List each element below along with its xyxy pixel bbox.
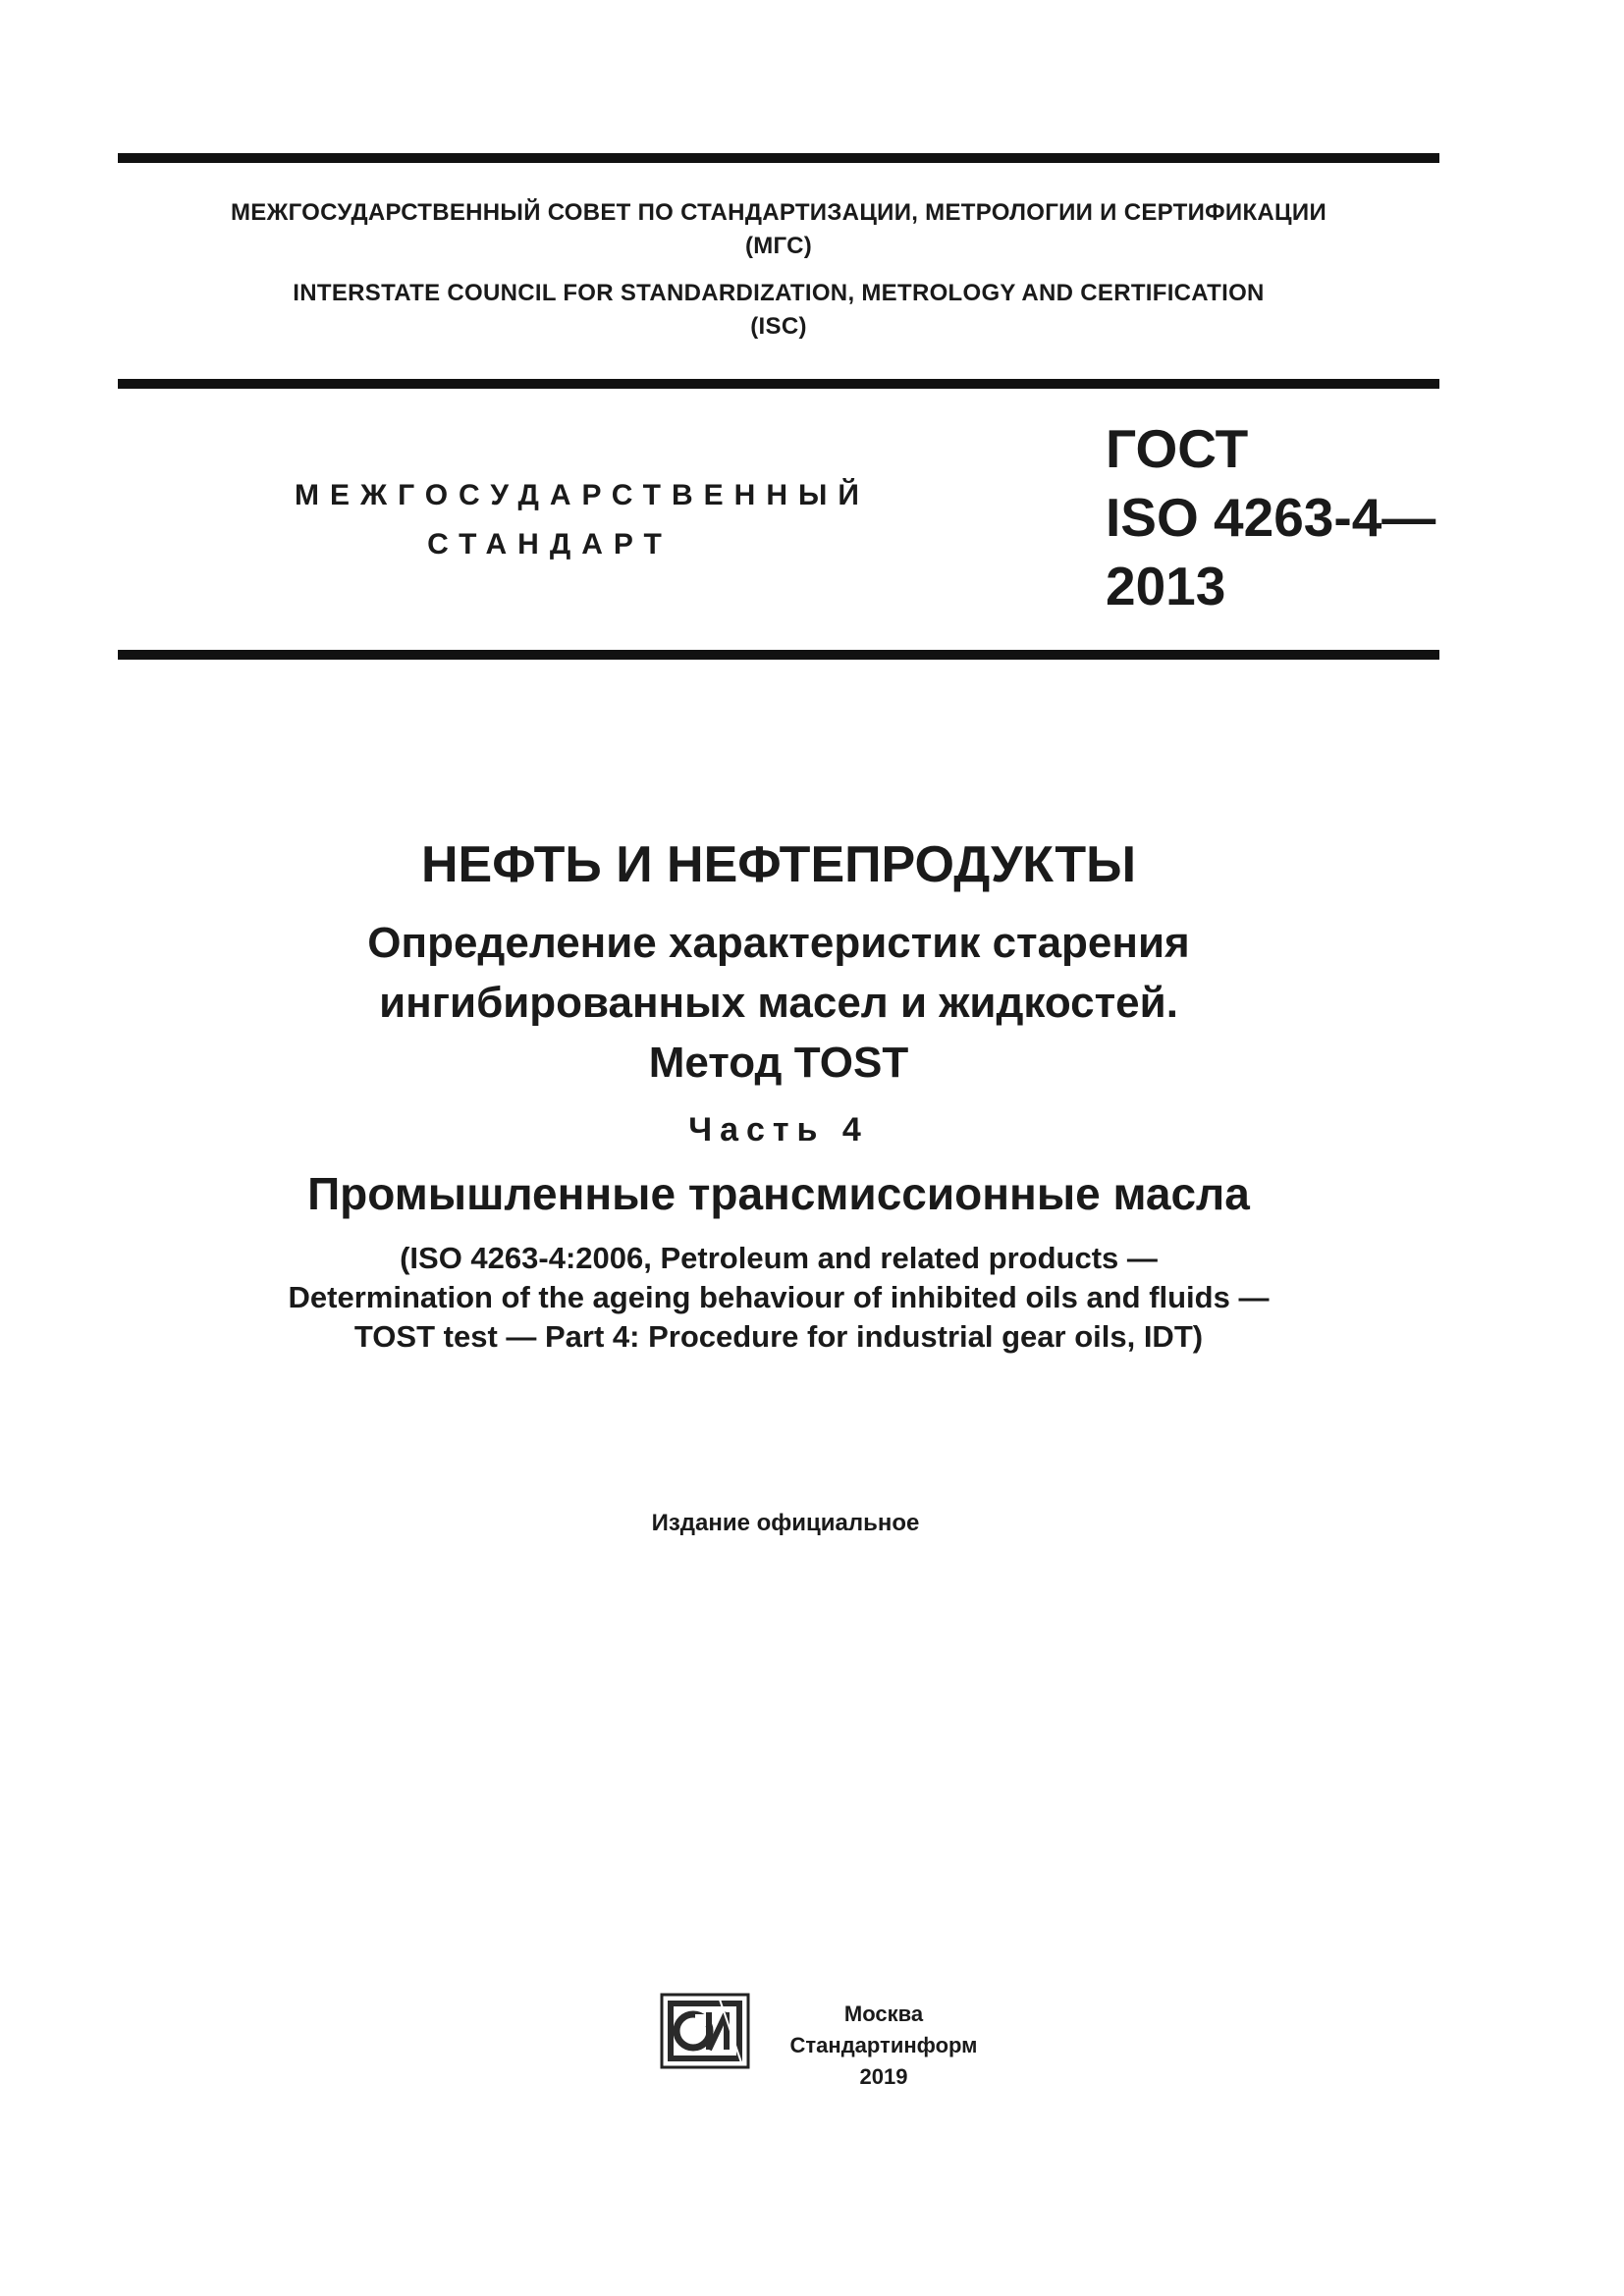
council-ru-line1: МЕЖГОСУДАРСТВЕННЫЙ СОВЕТ ПО СТАНДАРТИЗАЦИИ, МЕТРОЛОГИИ И СЕРТИФИКАЦИИ — [230, 199, 1326, 226]
document-subtitle — [147, 913, 1410, 1093]
title-rule — [118, 650, 1439, 660]
document-title: НЕФТЬ И НЕФТЕПРОДУКТЫ — [421, 836, 1136, 893]
edition-label: Издание официальное — [651, 1510, 920, 1536]
header-rule — [118, 379, 1439, 389]
document-subtitle-line2: ингибированных масел и жидкостей. — [379, 979, 1178, 1027]
council-ru-name — [118, 196, 1439, 263]
publisher-city: Москва — [843, 2002, 924, 2026]
iso-reference-line1: (ISO 4263-4:2006, Petroleum and related products — — [400, 1241, 1158, 1275]
standard-type-line2: СТАНДАРТ — [427, 528, 673, 561]
standard-type — [295, 471, 870, 569]
top-rule — [118, 153, 1439, 163]
document-subtitle-line3: Метод TOST — [648, 1039, 909, 1087]
standard-type-line1: МЕЖГОСУДАРСТВЕННЫЙ — [295, 479, 870, 511]
standard-number-line1: ГОСТ — [1106, 418, 1249, 479]
part-number: Часть 4 — [688, 1111, 869, 1148]
standartinform-logo-icon — [660, 1993, 750, 2069]
council-en-line2: (ISC) — [750, 313, 807, 340]
part-title: Промышленные трансмиссионные масла — [307, 1168, 1250, 1219]
standard-number-line2: ISO 4263-4— — [1106, 487, 1436, 548]
council-en-name — [118, 277, 1439, 344]
iso-reference — [147, 1239, 1410, 1357]
council-ru-line2: (МГС) — [744, 233, 813, 259]
publisher-info — [776, 1999, 992, 2093]
council-en-line1: INTERSTATE COUNCIL FOR STANDARDIZATION, METROLOGY AND CERTIFICATION — [293, 280, 1265, 306]
iso-reference-line2: Determination of the ageing behaviour of inhibited oils and fluids — — [288, 1280, 1270, 1314]
publisher-name: Стандартинформ — [789, 2033, 978, 2057]
document-subtitle-line1: Определение характеристик старения — [367, 919, 1190, 967]
standard-number-line3: 2013 — [1106, 556, 1226, 616]
standard-number — [1106, 414, 1439, 620]
iso-reference-line3: TOST test — Part 4: Procedure for industrial gear oils, IDT) — [353, 1319, 1204, 1354]
publication-year: 2019 — [859, 2064, 908, 2089]
